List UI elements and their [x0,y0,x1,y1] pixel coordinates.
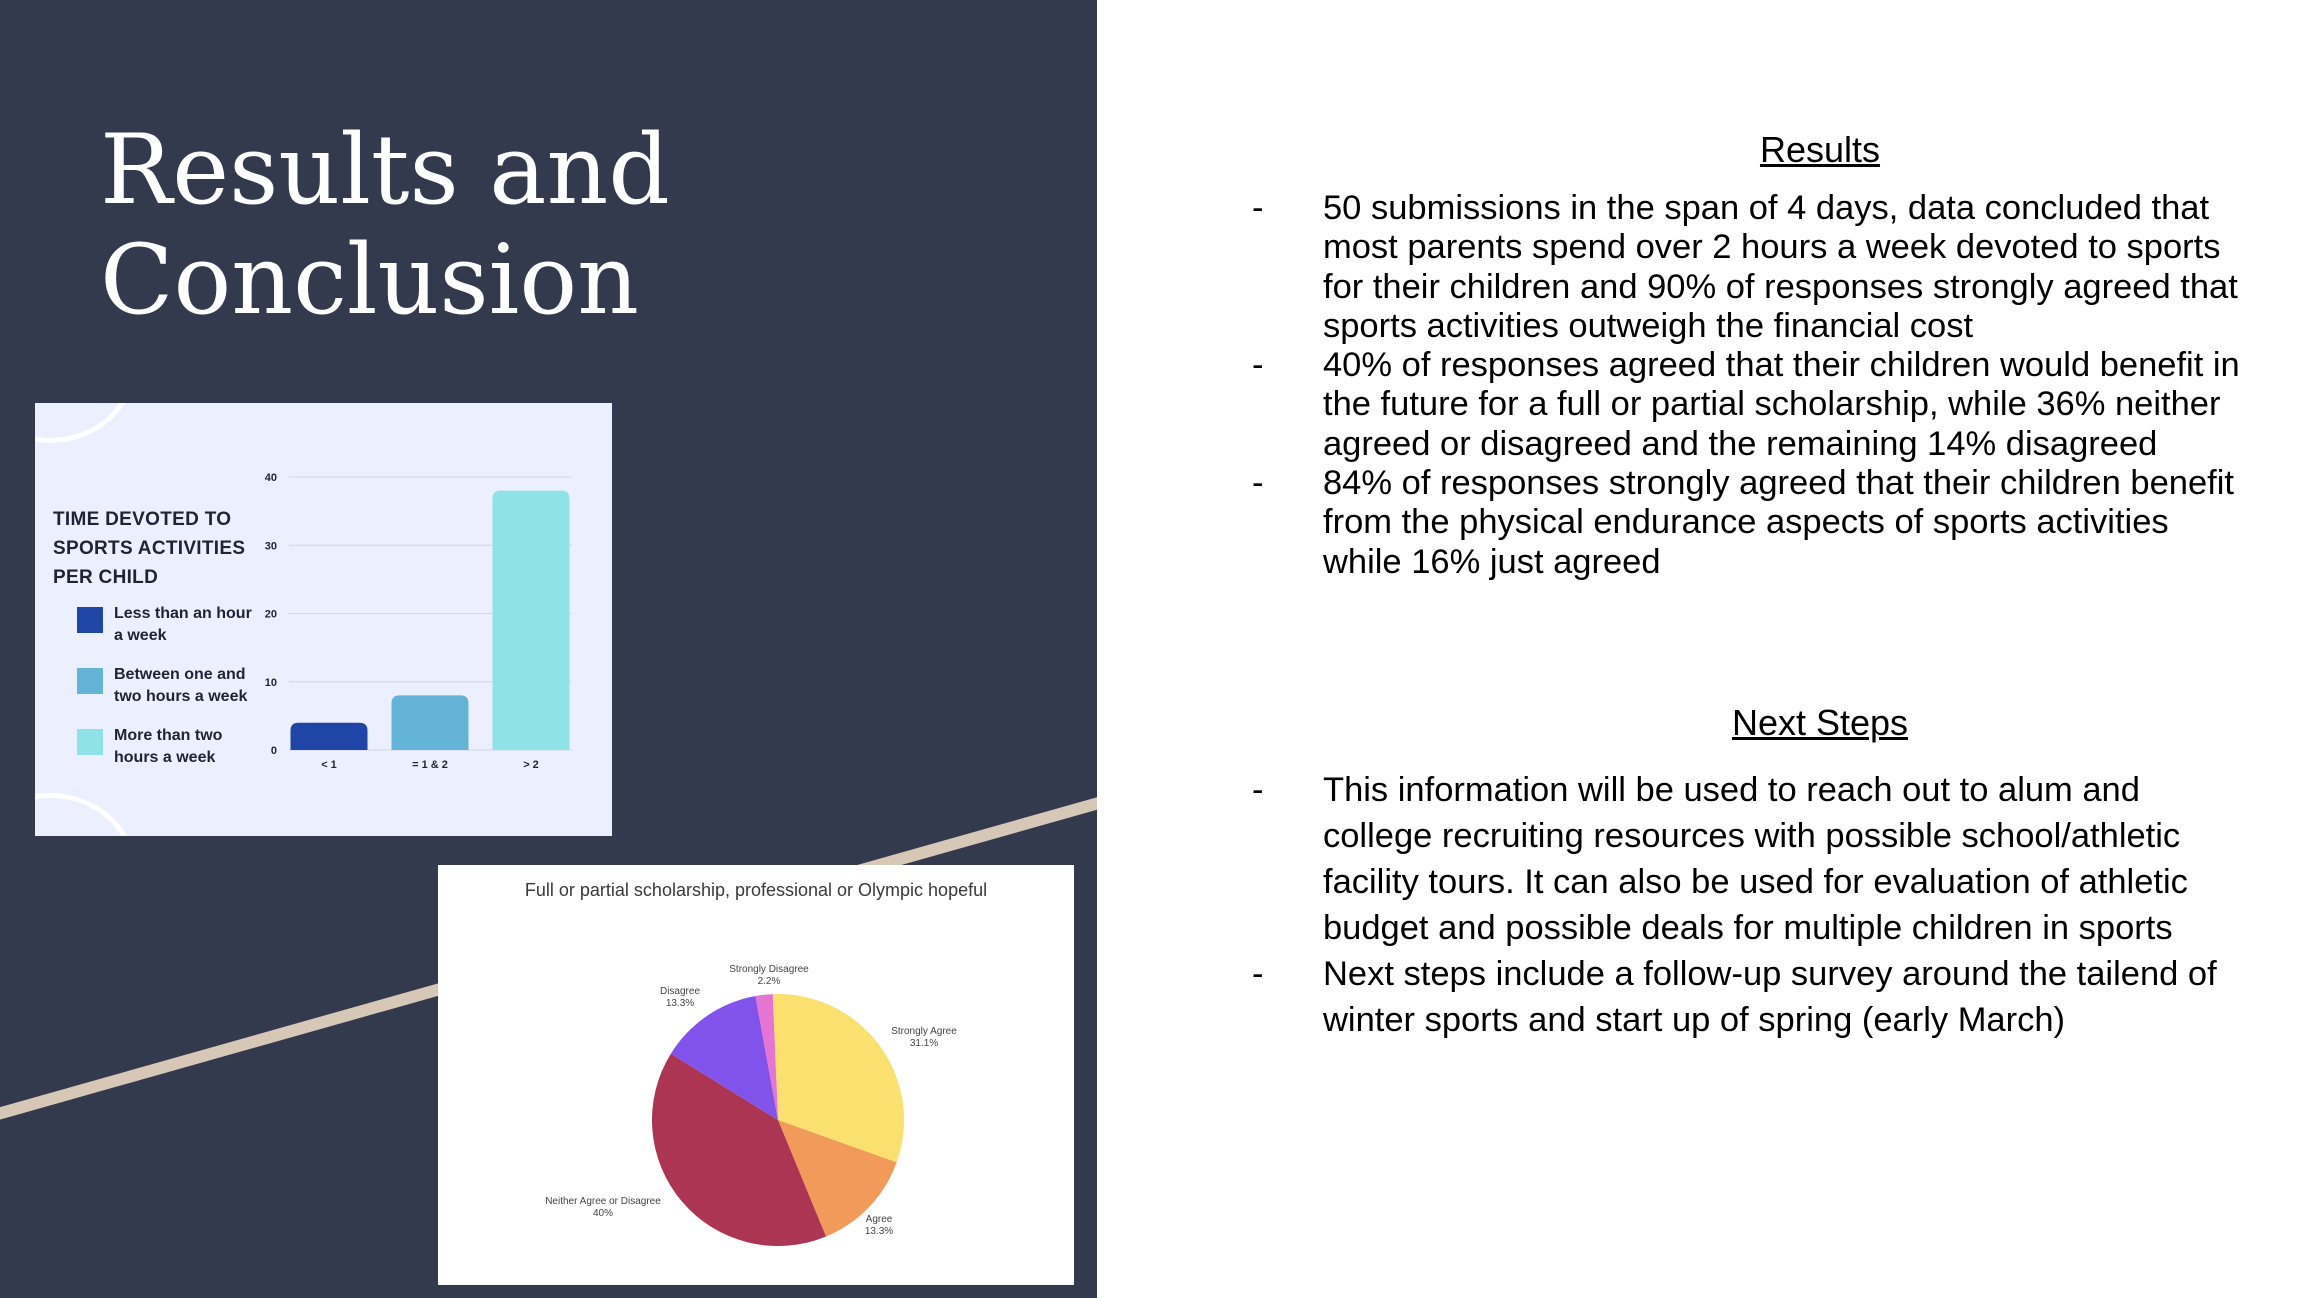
x-tick-label: = 1 & 2 [412,759,448,771]
bar-2 [392,695,469,750]
list-item-text: Next steps include a follow-up survey around the tailend of winter sports and start up of spring (early March) [1323,955,2217,1039]
list-item [1252,951,2252,1043]
page-title-line-1: Results and [100,114,670,226]
bar-1 [291,723,368,750]
bar-chart-card [35,403,612,836]
pie-chart-card [438,865,1074,1285]
list-item [1252,464,2252,582]
legend-label: Between one and two hours a week [114,666,248,705]
results-list [1252,189,2252,582]
list-item [1252,189,2252,346]
pie-slice-label: Disagree [659,986,701,997]
x-tick-label: > 2 [523,759,539,771]
x-tick-label: < 1 [321,759,337,771]
next-steps-list [1252,767,2252,1043]
pie-slice-percent: 2.2% [757,976,781,987]
pie-slice-label: Neither Agree or Disagree [545,1196,661,1207]
page-title [100,115,670,335]
list-item [1252,767,2252,951]
left-panel [0,0,1097,1298]
y-tick-label: 40 [264,472,277,484]
pie-slice-percent: 13.3% [864,1226,894,1237]
list-item-text: 50 submissions in the span of 4 days, data concluded that most parents spend over 2 hours a week devoted to sports for their children and 90% of responses strongly agreed that sports activities outweigh the financial cost [1323,189,2238,345]
pie-slice-label: Strongly Disagree [729,964,809,975]
pie-slice-percent: 40% [592,1208,614,1219]
pie-chart-title: Full or partial scholarship, professional or Olympic hopeful [524,880,988,900]
list-item [1252,346,2252,464]
pie-slice-percent: 31.1% [909,1038,939,1049]
y-tick-label: 0 [270,745,277,757]
results-heading: Results [1759,129,1881,170]
list-item-text: 40% of responses agreed that their children would benefit in the future for a full or partial scholarship, while 36% neither agreed or disagreed and the remaining 14% disagreed [1323,346,2240,463]
list-item-text: 84% of responses strongly agreed that their children benefit from the physical endurance aspects of sports activities while 16% just agreed [1323,464,2234,581]
bullet-marker: - [1252,189,1264,227]
page-title-line-2: Conclusion [100,224,639,336]
bar-3 [493,491,570,750]
bullet-marker: - [1252,771,1264,809]
y-tick-label: 30 [264,540,277,553]
list-item-text: This information will be used to reach out to alum and college recruiting resources with possible school/athletic facility tours. It can also be used for evaluation of athletic budget and possible deals for multiple children in sports [1323,771,2188,947]
y-tick-label: 20 [264,608,277,621]
pie-chart-plot [438,865,1074,1285]
bar-chart-title: TIME DEVOTED TO SPORTS ACTIVITIES PER CHILD [53,509,246,588]
bullet-marker: - [1252,464,1264,503]
bullet-marker: - [1252,955,1264,993]
bullet-marker: - [1252,346,1264,385]
right-panel [1097,0,2300,1298]
y-tick-label: 10 [264,676,277,689]
legend-label: Less than an hour a week [114,605,252,644]
next-steps-heading: Next Steps [1731,702,1909,743]
pie-slice-percent: 13.3% [665,998,695,1009]
bar-chart-plot [35,403,612,836]
pie-slice-label: Strongly Agree [891,1026,957,1037]
legend-label: More than two hours a week [114,727,223,766]
pie-slice-label: Agree [865,1214,893,1225]
